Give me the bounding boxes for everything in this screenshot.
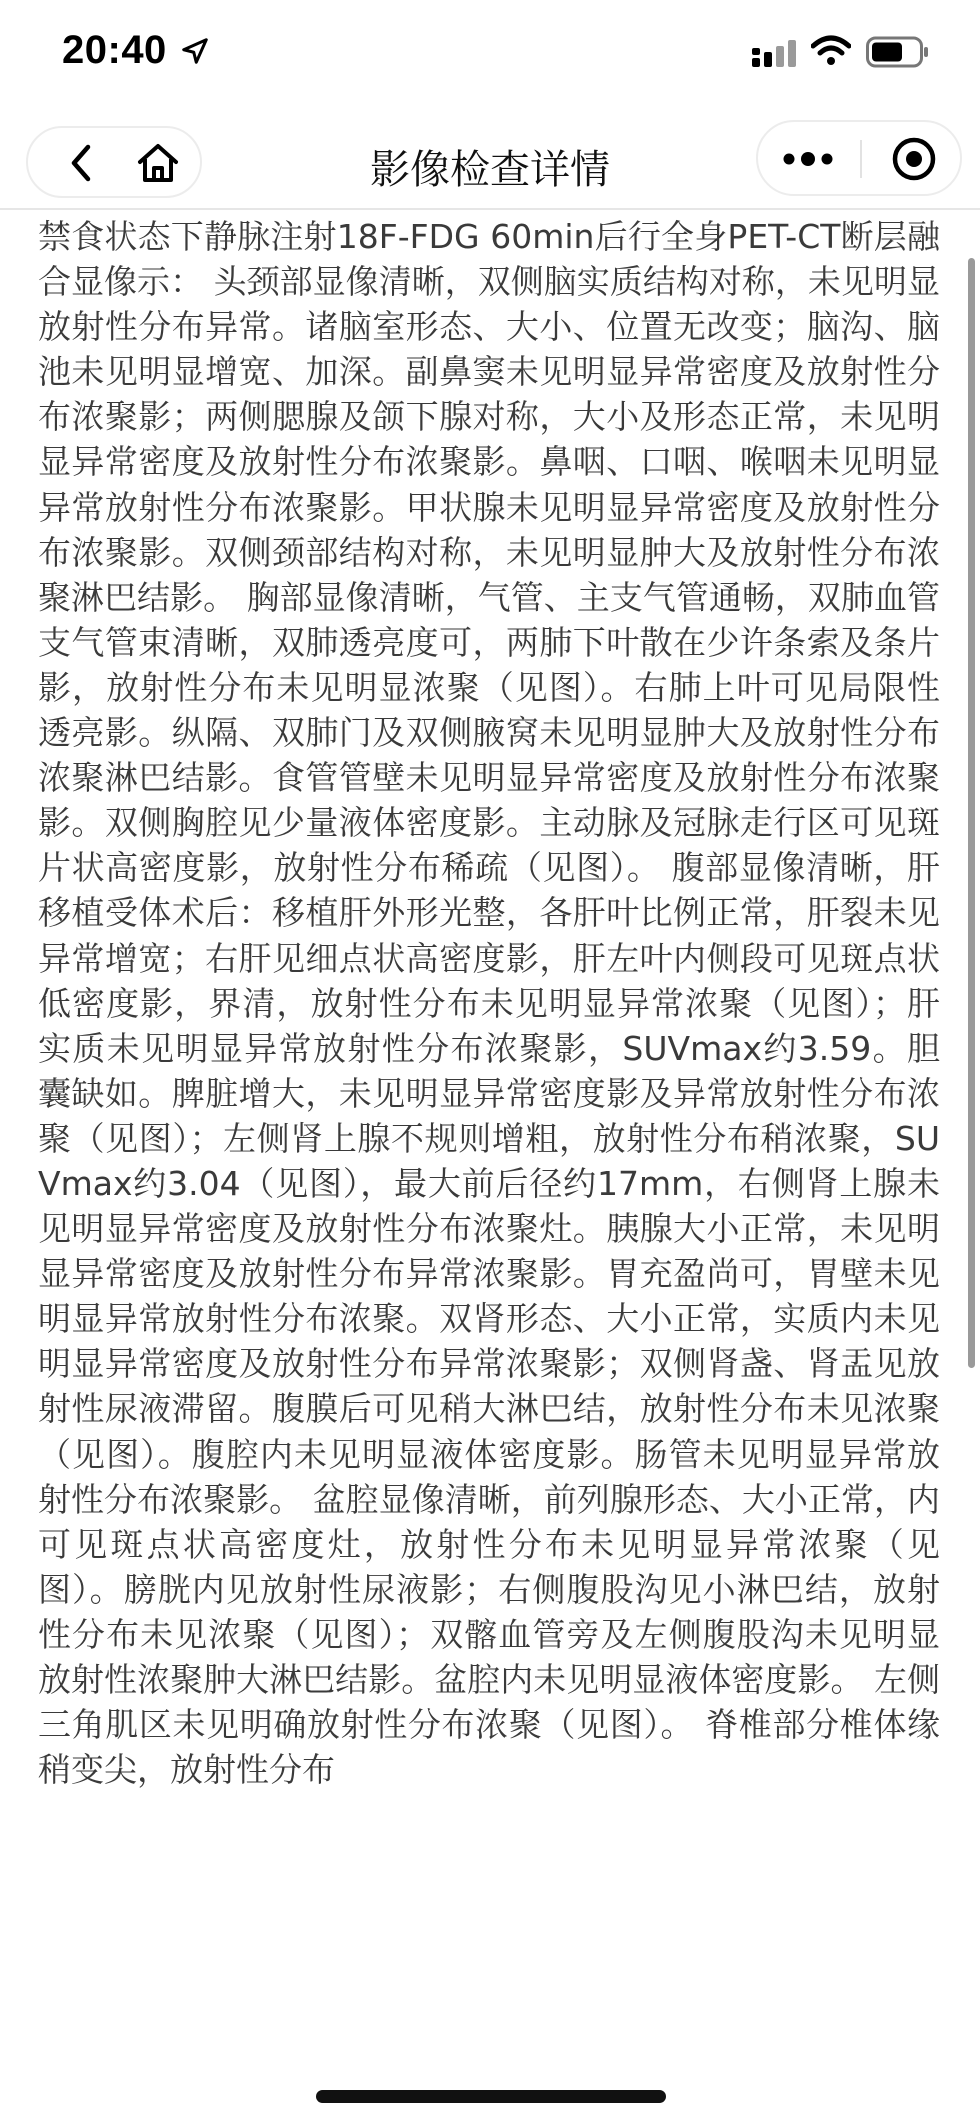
signal-icon bbox=[752, 38, 796, 68]
close-target-icon bbox=[891, 136, 937, 182]
location-arrow-icon bbox=[180, 36, 210, 66]
page-title: 影像检查详情 bbox=[370, 147, 610, 193]
more-dots-icon bbox=[781, 151, 835, 167]
close-button[interactable] bbox=[886, 132, 942, 186]
wifi-icon bbox=[811, 34, 851, 66]
status-time: 20:40 bbox=[62, 28, 167, 72]
home-indicator[interactable] bbox=[316, 2090, 666, 2103]
scrollbar[interactable] bbox=[968, 258, 975, 1368]
nav-bar bbox=[0, 110, 980, 210]
nav-right-capsule bbox=[756, 120, 962, 196]
report-content bbox=[38, 214, 940, 2121]
status-bar bbox=[0, 0, 980, 110]
report-text: 禁食状态下静脉注射18F-FDG 60min后行全身PET-CT断层融合显像示： 头颈部显像清晰，双侧脑实质结构对称，未见明显放射性分布异常。诸脑室形态、大小、位置无改变；脑沟、脑池未见明显增宽、加深。副鼻窦未见明显异常密度及放射性分布浓聚影；两侧腮腺及颌下腺对称，大小及形态正常，未见明显异常密度及放射性分布浓聚影。鼻咽、口咽、喉咽未见明显异常放射性分布浓聚影。甲状腺未见明显异常密度及放射性分布浓聚影。双侧颈部结构对称，未见明显肿大及放射性分布浓聚淋巴结影。 胸部显像清晰，气管、主支气管通畅，双肺血管支气管束清晰，双肺透亮度可，两肺下叶散在少许条索及条片影，放射性分布未见明显浓聚（见图）。右肺上叶可见局限性透亮影。纵隔、双肺门及双侧腋窝未见明显肿大及放射性分布浓聚淋巴结影。食管管壁未见明显异常密度及放射性分布浓聚影。双侧胸腔见少量液体密度影。主动脉及冠脉走行区可见斑片状高密度影，放射性分布稀疏（见图）。 腹部显像清晰，肝移植受体术后：移植肝外形光整，各肝叶比例正常，肝裂未见异常增宽；右肝见细点状高密度影，肝左叶内侧段可见斑点状低密度影，界清，放射性分布未见明显异常浓聚（见图）；肝实质未见明显异常放射性分布浓聚影，SUVmax约3.59。胆囊缺如。脾脏增大，未见明显异常密度影及异常放射性分布浓聚（见图）；左侧肾上腺不规则增粗，放射性分布稍浓聚，SUVmax约3.04（见图），最大前后径约17mm，右侧肾上腺未见明显异常密度及放射性分布浓聚灶。胰腺大小正常，未见明显异常密度及放射性分布异常浓聚影。胃充盈尚可，胃壁未见明显异常放射性分布浓聚。双肾形态、大小正常，实质内未见明显异常密度及放射性分布异常浓聚影；双侧肾盏、肾盂见放射性尿液滞留。腹膜后可见稍大淋巴结，放射性分布未见浓聚（见图）。腹腔内未见明显液体密度影。肠管未见明显异常放射性分布浓聚影。 盆腔显像清晰，前列腺形态、大小正常，内可见斑点状高密度灶，放射性分布未见明显异常浓聚（见图）。膀胱内见放射性尿液影；右侧腹股沟见小淋巴结，放射性分布未见浓聚（见图）；双髂血管旁及左侧腹股沟未见明显放射性浓聚肿大淋巴结影。盆腔内未见明显液体密度影。 左侧三角肌区未见明确放射性分布浓聚（见图）。 脊椎部分椎体缘稍变尖，放射性分布 bbox=[38, 217, 940, 1790]
capsule-divider bbox=[860, 140, 862, 178]
more-button[interactable] bbox=[776, 134, 840, 184]
battery-icon bbox=[866, 36, 930, 68]
